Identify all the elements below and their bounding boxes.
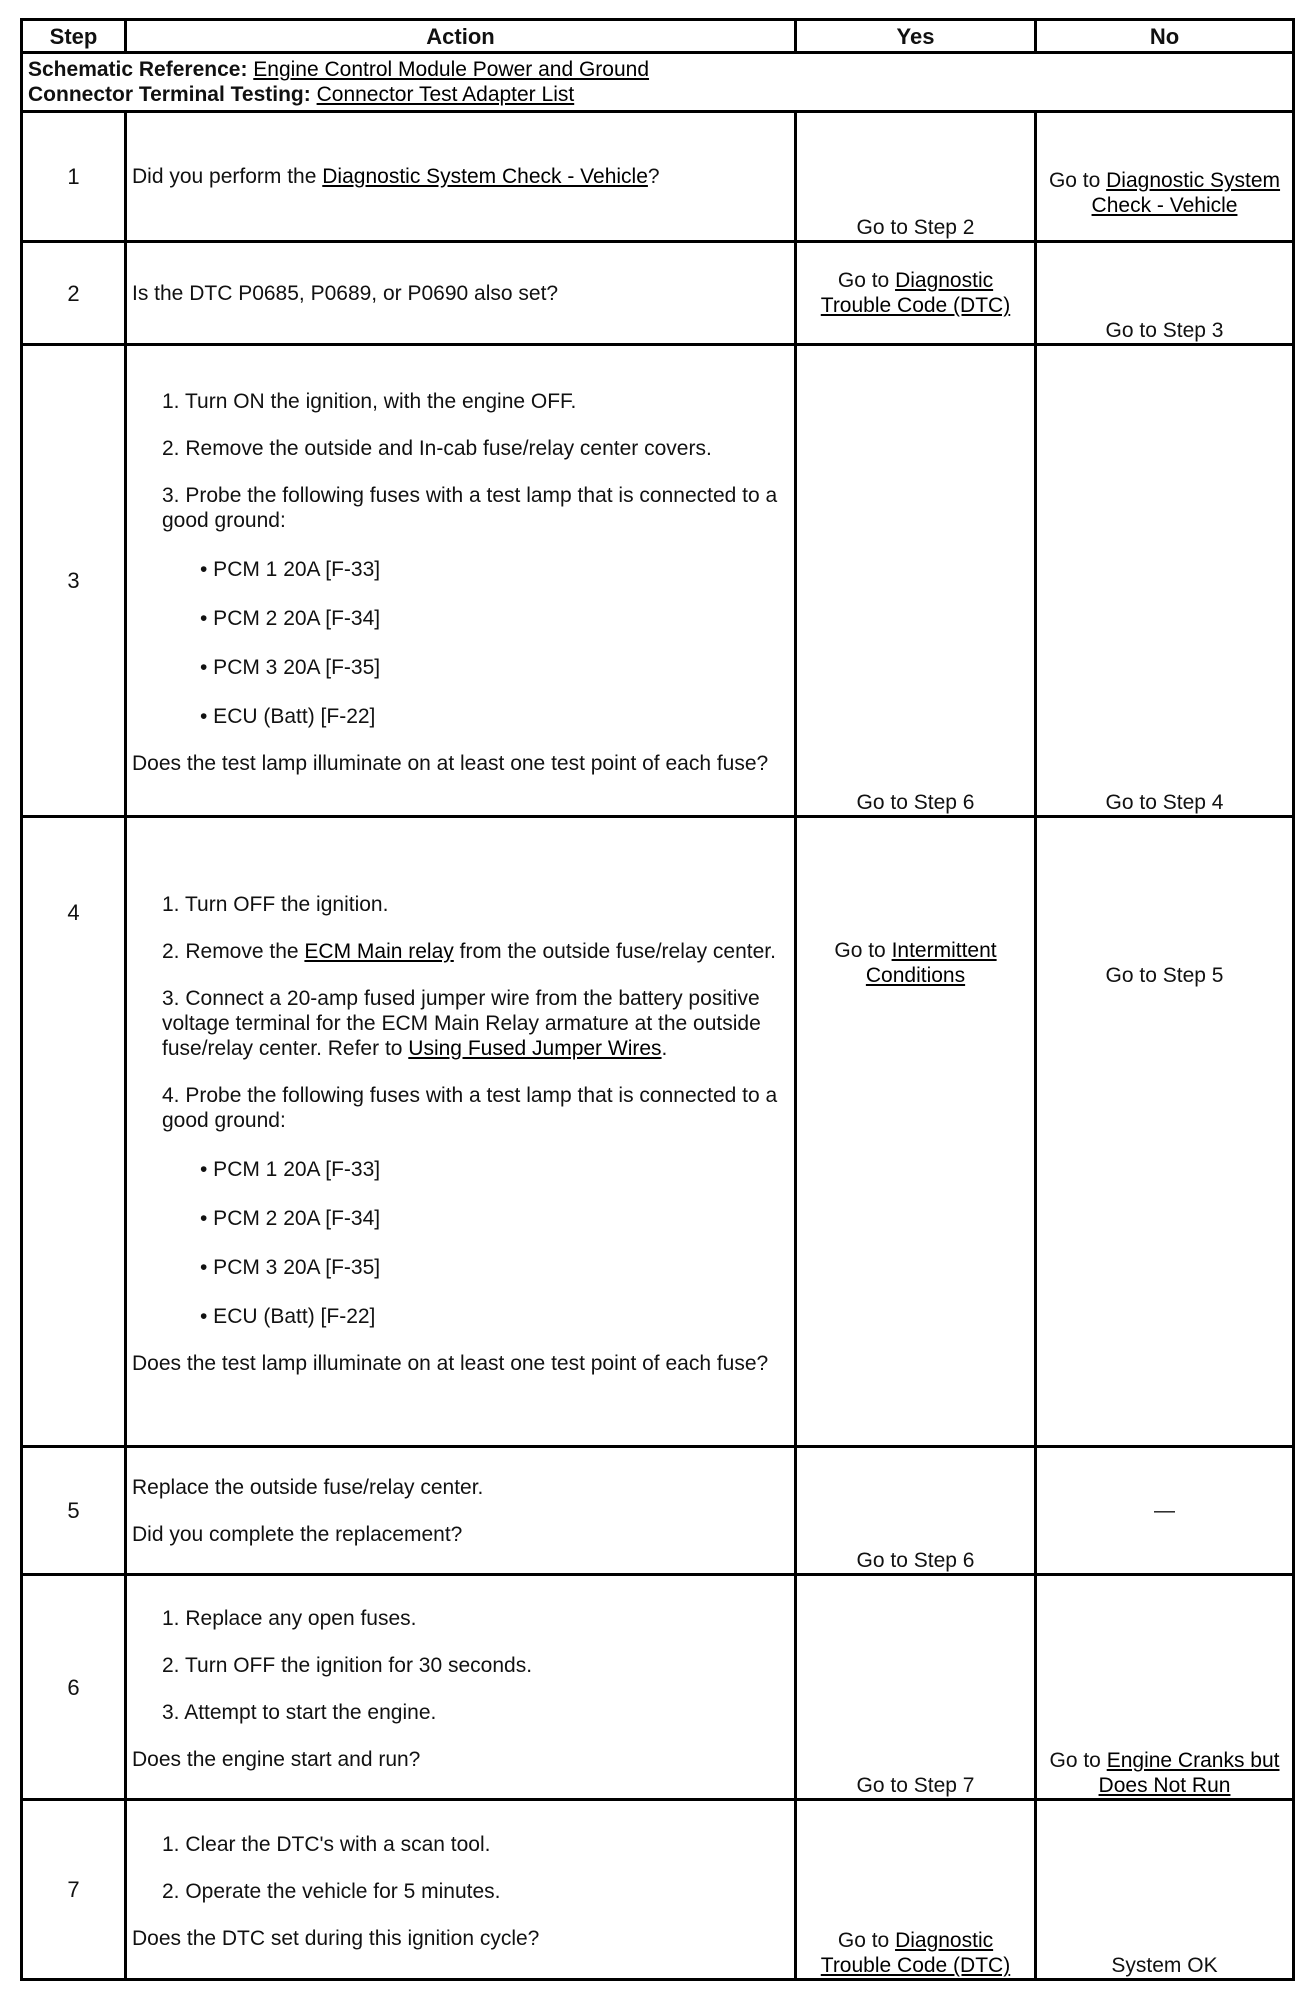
question-text: Does the engine start and run? [132,1748,421,1771]
action-cell [126,1447,796,1575]
action-cell [126,817,796,1447]
action-cell [126,1575,796,1800]
instruction-text: 2. Remove the [162,939,305,963]
header-yes: Yes [796,20,1036,53]
step-number: 5 [22,1447,126,1575]
no-text: Go to [1048,169,1107,192]
instruction-item [162,986,789,1061]
table-row [22,1447,1294,1575]
yes-cell: Go to Step 6 [796,345,1036,817]
yes-text: Go to [834,939,892,962]
fuse-bullet: • PCM 3 20A [F-35] [200,1255,381,1279]
action-cell [126,242,796,345]
action-text: Replace the outside fuse/relay center. [132,1475,484,1499]
header-step: Step [22,20,126,53]
instruction-item: 2. Remove the outside and In-cab fuse/relay center covers. [162,437,712,460]
fuse-bullet: • PCM 2 20A [F-34] [200,607,381,630]
fuse-bullet: • PCM 1 20A [F-33] [200,558,381,581]
step-number: 7 [22,1800,126,1980]
instruction-text: 3. Connect a 20-amp fused jumper wire from the battery positive voltage terminal for the ECM Main Relay armature at the outside fuse/relay center. Refer to [162,986,761,1060]
no-cell: Go to Step 4 [1036,345,1294,817]
no-cell: — [1036,1447,1294,1575]
diagnostic-table [20,18,1295,1981]
no-cell [1036,1575,1294,1800]
dtc-link[interactable]: Diagnostic Trouble Code (DTC) [820,269,1011,317]
instruction-item [162,939,789,964]
action-text: Is the DTC P0685, P0689, or P0690 also set? [132,281,559,305]
connector-label: Connector Terminal Testing: [28,83,311,106]
table-row [22,345,1294,817]
step-number: 3 [22,345,126,817]
instruction-text: from the outside fuse/relay center. [453,939,776,963]
ecm-main-relay-link[interactable]: ECM Main relay [304,939,454,963]
fuse-bullet: • PCM 2 20A [F-34] [200,1206,381,1230]
engine-cranks-link[interactable]: Engine Cranks but Does Not Run [1098,1749,1280,1797]
step-number: 6 [22,1575,126,1800]
yes-cell: Go to Step 2 [796,112,1036,242]
question-text: Does the test lamp illuminate on at least one test point of each fuse? [132,1351,769,1375]
instruction-item: 1. Clear the DTC's with a scan tool. [162,1833,491,1856]
action-cell [126,345,796,817]
yes-cell [796,1800,1036,1980]
diagnostic-document [20,18,1292,1981]
action-cell [126,1800,796,1980]
instruction-item: 3. Probe the following fuses with a test lamp that is connected to a good ground: [162,484,778,532]
header-row [22,20,1294,53]
table-row [22,1800,1294,1980]
intermittent-conditions-link[interactable]: Intermittent Conditions [865,939,997,987]
table-row [22,817,1294,1447]
schematic-link[interactable]: Engine Control Module Power and Ground [253,58,650,81]
step-number: 4 [22,817,126,1447]
question-text: Does the test lamp illuminate on at least one test point of each fuse? [132,752,769,775]
instruction-item: 1. Replace any open fuses. [162,1607,417,1630]
diagnostic-system-check-link[interactable]: Diagnostic System Check - Vehicle [322,165,648,188]
no-cell: System OK [1036,1800,1294,1980]
action-text: Did you perform the [132,165,323,188]
fuse-bullet: • PCM 3 20A [F-35] [200,656,381,679]
fuse-bullet: • ECU (Batt) [F-22] [200,1304,376,1328]
schematic-reference [28,57,1287,82]
instruction-item: 1. Turn ON the ignition, with the engine OFF. [162,390,577,413]
fuse-bullet: • ECU (Batt) [F-22] [200,705,376,728]
fused-jumper-wires-link[interactable]: Using Fused Jumper Wires [408,1036,662,1060]
question-text: Did you complete the replacement? [132,1522,463,1546]
dtc-link[interactable]: Diagnostic Trouble Code (DTC) [820,1929,1011,1977]
question-text: Does the DTC set during this ignition cycle? [132,1927,540,1950]
yes-text: Go to [837,269,896,292]
yes-cell: Go to Step 7 [796,1575,1036,1800]
no-cell [1036,112,1294,242]
header-action: Action [126,20,796,53]
table-row [22,1575,1294,1800]
yes-cell [796,242,1036,345]
instruction-item: 4. Probe the following fuses with a test lamp that is connected to a good ground: [162,1083,778,1132]
table-row [22,242,1294,345]
connector-reference [28,82,1287,107]
yes-text: Go to [837,1929,896,1952]
step-number: 1 [22,112,126,242]
header-no: No [1036,20,1294,53]
instruction-item: 1. Turn OFF the ignition. [162,892,389,916]
diagnostic-system-check-link[interactable]: Diagnostic System Check - Vehicle [1091,169,1281,217]
step-number: 2 [22,242,126,345]
reference-row [22,53,1294,112]
instruction-item: 2. Turn OFF the ignition for 30 seconds. [162,1654,533,1677]
action-text: ? [647,165,660,188]
instruction-item: 2. Operate the vehicle for 5 minutes. [162,1880,501,1903]
instruction-item: 3. Attempt to start the engine. [162,1701,437,1724]
action-cell [126,112,796,242]
instruction-text: . [661,1036,668,1060]
table-row [22,112,1294,242]
no-cell: Go to Step 3 [1036,242,1294,345]
yes-cell [796,817,1036,1447]
yes-cell: Go to Step 6 [796,1447,1036,1575]
fuse-bullet: • PCM 1 20A [F-33] [200,1157,381,1181]
no-text: Go to [1049,1749,1107,1772]
connector-link[interactable]: Connector Test Adapter List [316,83,575,106]
schematic-label: Schematic Reference: [28,58,248,81]
no-cell: Go to Step 5 [1036,817,1294,1447]
reference-cell [22,53,1294,112]
